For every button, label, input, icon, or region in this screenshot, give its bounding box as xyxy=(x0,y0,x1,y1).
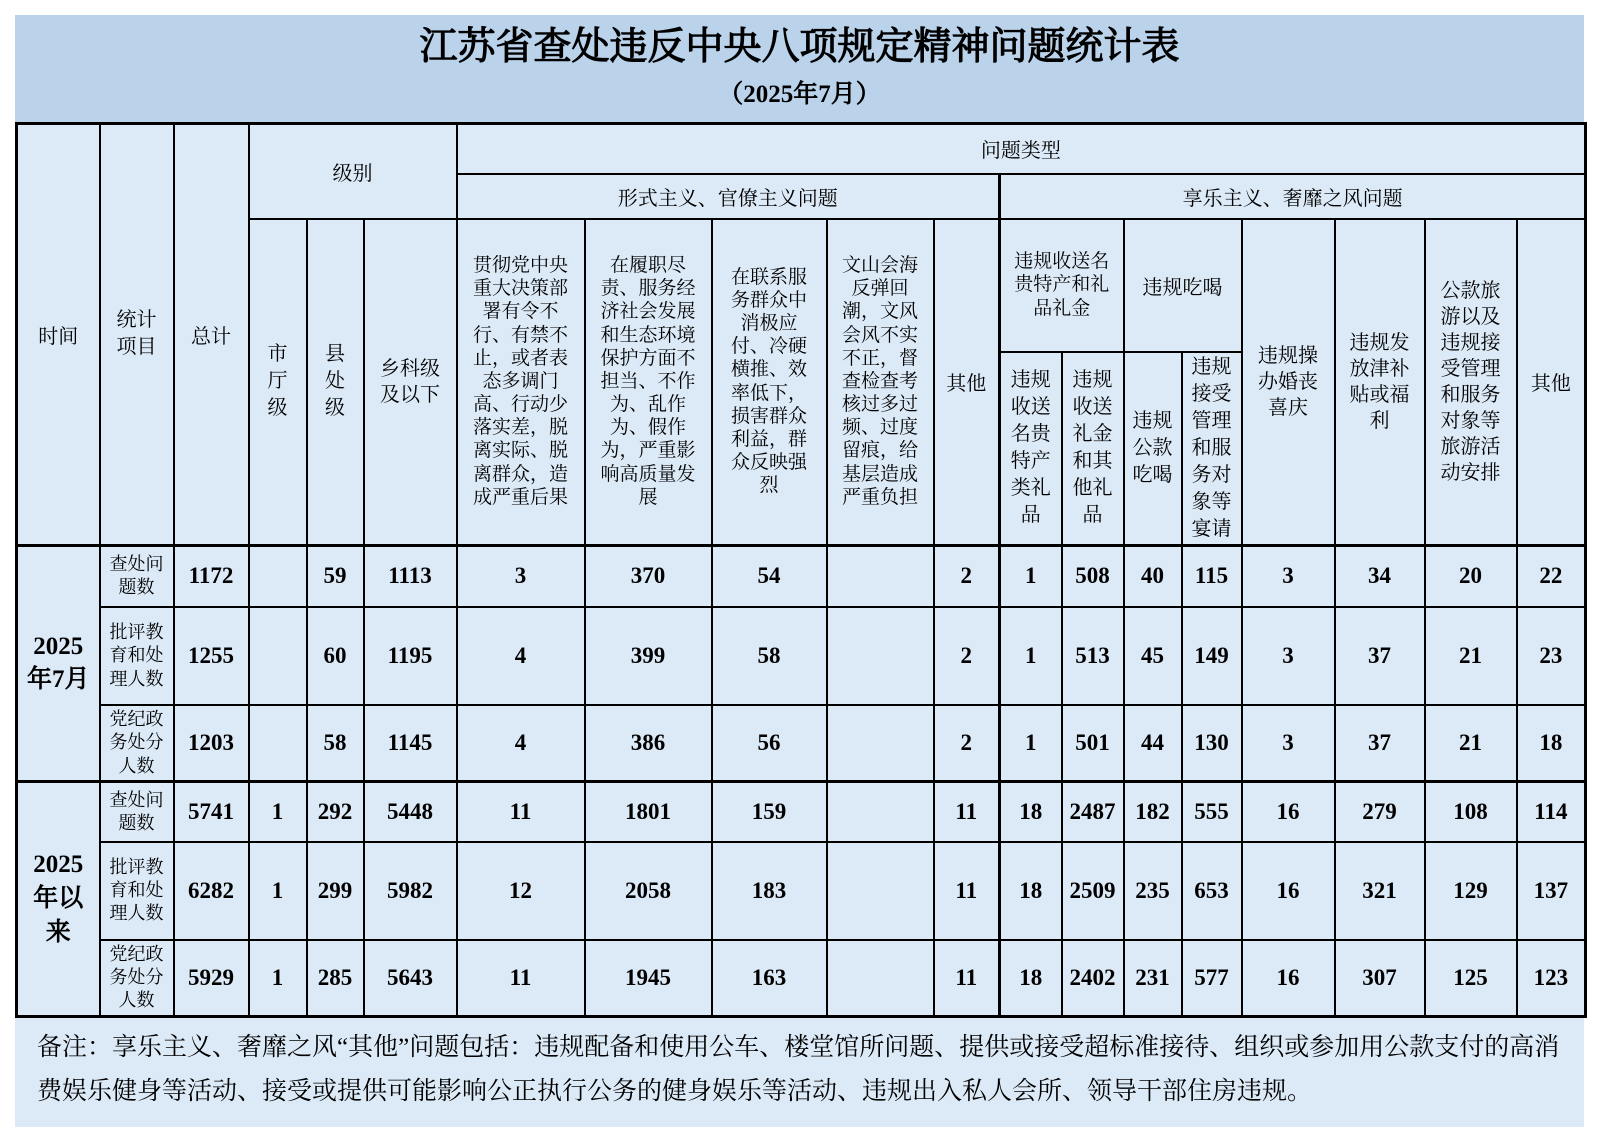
value-cell: 1945 xyxy=(585,940,712,1017)
value-cell xyxy=(249,607,307,705)
header-gifts-group: 违规收送名贵特产和礼品礼金 xyxy=(1000,219,1124,352)
value-cell: 299 xyxy=(307,842,364,940)
value-cell: 5982 xyxy=(364,842,457,940)
value-cell: 386 xyxy=(585,705,712,782)
table-row xyxy=(17,940,1586,1017)
header-hedonism-group: 享乐主义、奢靡之风问题 xyxy=(1000,174,1586,219)
value-cell: 21 xyxy=(1425,607,1517,705)
value-cell: 3 xyxy=(1242,607,1335,705)
value-cell: 2487 xyxy=(1062,782,1124,842)
value-cell: 37 xyxy=(1335,705,1425,782)
value-cell xyxy=(827,782,934,842)
value-cell: 16 xyxy=(1242,842,1335,940)
page-title: 江苏省查处违反中央八项规定精神问题统计表 xyxy=(419,26,1180,68)
value-cell: 137 xyxy=(1517,842,1586,940)
header-time: 时间 xyxy=(17,124,100,546)
value-cell: 513 xyxy=(1062,607,1124,705)
value-cell: 18 xyxy=(1000,782,1062,842)
value-cell: 58 xyxy=(307,705,364,782)
value-cell: 2058 xyxy=(585,842,712,940)
value-cell: 1195 xyxy=(364,607,457,705)
value-cell xyxy=(827,545,934,607)
value-cell: 1113 xyxy=(364,545,457,607)
value-cell: 231 xyxy=(1124,940,1182,1017)
value-cell: 12 xyxy=(457,842,585,940)
value-cell: 58 xyxy=(712,607,827,705)
value-cell: 321 xyxy=(1335,842,1425,940)
value-cell: 60 xyxy=(307,607,364,705)
value-cell: 130 xyxy=(1182,705,1242,782)
value-cell xyxy=(827,607,934,705)
header-travel: 公款旅游以及违规接受管理和服务对象等旅游活动安排 xyxy=(1425,219,1517,546)
value-cell: 1801 xyxy=(585,782,712,842)
value-cell: 501 xyxy=(1062,705,1124,782)
value-cell: 2 xyxy=(934,607,1000,705)
header-formalism-other: 其他 xyxy=(934,219,1000,546)
page-subtitle: （2025年7月） xyxy=(718,80,881,108)
value-cell: 129 xyxy=(1425,842,1517,940)
row-label xyxy=(100,545,174,607)
value-cell: 1 xyxy=(1000,705,1062,782)
value-cell: 34 xyxy=(1335,545,1425,607)
value-cell: 56 xyxy=(712,705,827,782)
statistics-table xyxy=(15,122,1587,1018)
value-cell: 163 xyxy=(712,940,827,1017)
value-cell: 399 xyxy=(585,607,712,705)
header-dining-col-banquets: 违规接受管理和服务对象等宴请 xyxy=(1182,352,1242,546)
header-allowance: 违规发放津补贴或福利 xyxy=(1335,219,1425,546)
value-cell: 5741 xyxy=(174,782,249,842)
row-label xyxy=(100,705,174,782)
value-cell: 115 xyxy=(1182,545,1242,607)
value-cell: 22 xyxy=(1517,545,1586,607)
value-cell: 125 xyxy=(1425,940,1517,1017)
value-cell: 54 xyxy=(712,545,827,607)
value-cell xyxy=(249,705,307,782)
value-cell xyxy=(827,842,934,940)
value-cell: 5643 xyxy=(364,940,457,1017)
value-cell: 292 xyxy=(307,782,364,842)
value-cell: 16 xyxy=(1242,782,1335,842)
value-cell: 577 xyxy=(1182,940,1242,1017)
value-cell: 5448 xyxy=(364,782,457,842)
value-cell: 59 xyxy=(307,545,364,607)
value-cell: 307 xyxy=(1335,940,1425,1017)
value-cell: 149 xyxy=(1182,607,1242,705)
value-cell: 18 xyxy=(1000,842,1062,940)
header-level: 级别 xyxy=(249,124,457,219)
row-label-text: 查处问题数 xyxy=(109,789,164,833)
header-total: 总计 xyxy=(174,124,249,546)
value-cell: 235 xyxy=(1124,842,1182,940)
value-cell: 20 xyxy=(1425,545,1517,607)
value-cell: 508 xyxy=(1062,545,1124,607)
value-cell: 1172 xyxy=(174,545,249,607)
value-cell: 3 xyxy=(1242,705,1335,782)
value-cell: 11 xyxy=(457,782,585,842)
value-cell: 18 xyxy=(1517,705,1586,782)
row-label xyxy=(100,607,174,705)
row-label-text: 批评教育和处理人数 xyxy=(109,621,164,689)
value-cell: 159 xyxy=(712,782,827,842)
header-dining-col-public-funds: 违规公款吃喝 xyxy=(1124,352,1182,546)
table-row xyxy=(17,842,1586,940)
value-cell: 183 xyxy=(712,842,827,940)
row-label xyxy=(100,782,174,842)
header-formalism-col-decisions: 贯彻党中央重大决策部署有令不行、有禁不止，或者表态多调门高、行动少落实差，脱离实际、脱离群众，造成严重后果 xyxy=(457,219,585,546)
value-cell: 1145 xyxy=(364,705,457,782)
header-hedonism-other: 其他 xyxy=(1517,219,1586,546)
value-cell: 1 xyxy=(249,842,307,940)
value-cell: 11 xyxy=(457,940,585,1017)
value-cell: 16 xyxy=(1242,940,1335,1017)
value-cell: 23 xyxy=(1517,607,1586,705)
value-cell: 40 xyxy=(1124,545,1182,607)
row-label-text: 党纪政务处分人数 xyxy=(109,943,164,1011)
row-label-text: 批评教育和处理人数 xyxy=(109,856,164,924)
value-cell: 4 xyxy=(457,705,585,782)
header-level-city: 市厅级 xyxy=(249,219,307,546)
header-formalism-col-duty: 在履职尽责、服务经济社会发展和生态环境保护方面不担当、不作为、乱作为、假作为，严重影响高质量发展 xyxy=(585,219,712,546)
value-cell: 3 xyxy=(1242,545,1335,607)
header-level-county: 县处级 xyxy=(307,219,364,546)
header-wedding-funeral: 违规操办婚丧喜庆 xyxy=(1242,219,1335,546)
value-cell: 1 xyxy=(1000,545,1062,607)
value-cell: 1 xyxy=(1000,607,1062,705)
value-cell: 2402 xyxy=(1062,940,1124,1017)
value-cell: 123 xyxy=(1517,940,1586,1017)
value-cell xyxy=(827,705,934,782)
row-label xyxy=(100,940,174,1017)
value-cell: 1255 xyxy=(174,607,249,705)
value-cell: 2 xyxy=(934,545,1000,607)
value-cell: 37 xyxy=(1335,607,1425,705)
title-band xyxy=(15,15,1584,122)
header-dining-group: 违规吃喝 xyxy=(1124,219,1242,352)
value-cell: 18 xyxy=(1000,940,1062,1017)
period-cell: 2025年以来 xyxy=(17,782,100,1017)
value-cell: 11 xyxy=(934,842,1000,940)
value-cell: 44 xyxy=(1124,705,1182,782)
value-cell: 4 xyxy=(457,607,585,705)
value-cell: 279 xyxy=(1335,782,1425,842)
row-label xyxy=(100,842,174,940)
table-row xyxy=(17,705,1586,782)
header-problem-type: 问题类型 xyxy=(457,124,1586,174)
period-cell: 2025年7月 xyxy=(17,545,100,782)
header-level-township: 乡科级及以下 xyxy=(364,219,457,546)
header-gifts-col-money: 违规收送礼金和其他礼品 xyxy=(1062,352,1124,546)
value-cell xyxy=(827,940,934,1017)
value-cell: 6282 xyxy=(174,842,249,940)
value-cell: 114 xyxy=(1517,782,1586,842)
value-cell: 2509 xyxy=(1062,842,1124,940)
value-cell: 5929 xyxy=(174,940,249,1017)
value-cell: 45 xyxy=(1124,607,1182,705)
table-row xyxy=(17,545,1586,607)
value-cell: 1 xyxy=(249,782,307,842)
value-cell: 108 xyxy=(1425,782,1517,842)
value-cell: 370 xyxy=(585,545,712,607)
table-row xyxy=(17,782,1586,842)
value-cell: 3 xyxy=(457,545,585,607)
table-row xyxy=(17,607,1586,705)
value-cell: 21 xyxy=(1425,705,1517,782)
value-cell xyxy=(249,545,307,607)
value-cell: 1203 xyxy=(174,705,249,782)
row-label-text: 党纪政务处分人数 xyxy=(109,709,164,776)
value-cell: 1 xyxy=(249,940,307,1017)
value-cell: 555 xyxy=(1182,782,1242,842)
header-formalism-group: 形式主义、官僚主义问题 xyxy=(457,174,1000,219)
value-cell: 11 xyxy=(934,782,1000,842)
header-formalism-col-meetings: 文山会海反弹回潮，文风会风不实不正，督查检查考核过多过频、过度留痕，给基层造成严重负担 xyxy=(827,219,934,546)
row-label-text: 查处问题数 xyxy=(109,553,164,598)
header-gifts-col-specialty: 违规收送名贵特产类礼品 xyxy=(1000,352,1062,546)
value-cell: 11 xyxy=(934,940,1000,1017)
value-cell: 182 xyxy=(1124,782,1182,842)
header-formalism-col-masses: 在联系服务群众中消极应付、冷硬横推、效率低下，损害群众利益，群众反映强烈 xyxy=(712,219,827,546)
value-cell: 2 xyxy=(934,705,1000,782)
value-cell: 285 xyxy=(307,940,364,1017)
footnote: 备注：享乐主义、奢靡之风“其他”问题包括：违规配备和使用公车、楼堂馆所问题、提供或接受超标准接待、组织或参加用公款支付的高消费娱乐健身等活动、接受或提供可能影响公正执行公务的健身娱乐等活动、违规出入私人会所、领导干部住房违规。 xyxy=(15,1018,1584,1127)
value-cell: 653 xyxy=(1182,842,1242,940)
header-stat-item: 统计项目 xyxy=(100,124,174,546)
